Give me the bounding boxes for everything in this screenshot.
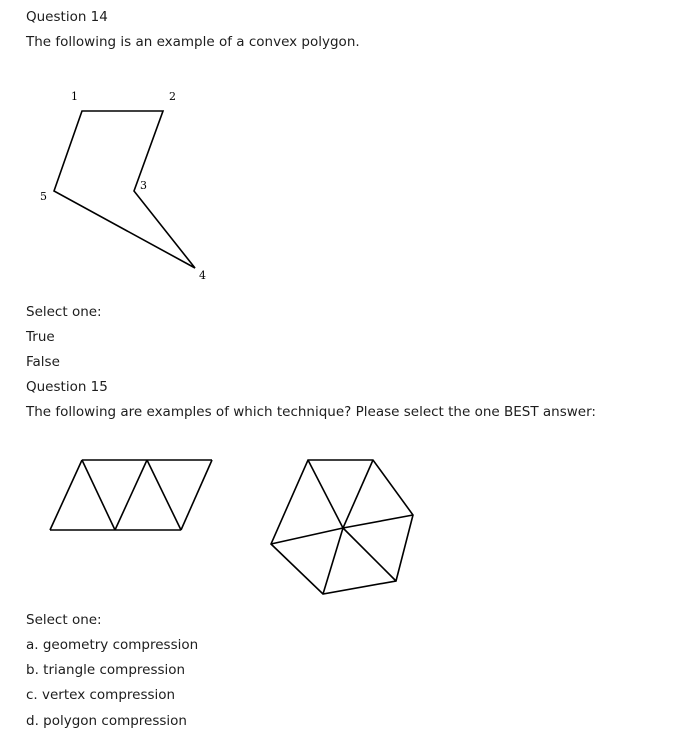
question-15-title: Question 15	[26, 379, 108, 395]
vertex-label-1: 1	[71, 90, 78, 103]
option-true[interactable]: True	[26, 329, 55, 345]
option-c[interactable]: c. vertex compression	[26, 687, 176, 703]
vertex-label-5: 5	[40, 190, 47, 203]
question-14-title: Question 14	[26, 9, 108, 25]
question-14-prompt: The following is an example of a convex polygon.	[26, 34, 360, 50]
question-15-prompt: The following are examples of which technique? Please select the one BEST answer:	[26, 404, 596, 420]
vertex-label-4: 4	[199, 269, 206, 282]
option-b[interactable]: b. triangle compression	[26, 662, 186, 678]
vertex-label-2: 2	[169, 90, 176, 103]
question-15-select-label: Select one:	[26, 612, 102, 628]
vertex-label-3: 3	[140, 179, 147, 192]
option-a[interactable]: a. geometry compression	[26, 637, 199, 653]
option-d[interactable]: d. polygon compression	[26, 713, 187, 729]
option-false[interactable]: False	[26, 354, 60, 370]
question-14-select-label: Select one:	[26, 304, 102, 320]
